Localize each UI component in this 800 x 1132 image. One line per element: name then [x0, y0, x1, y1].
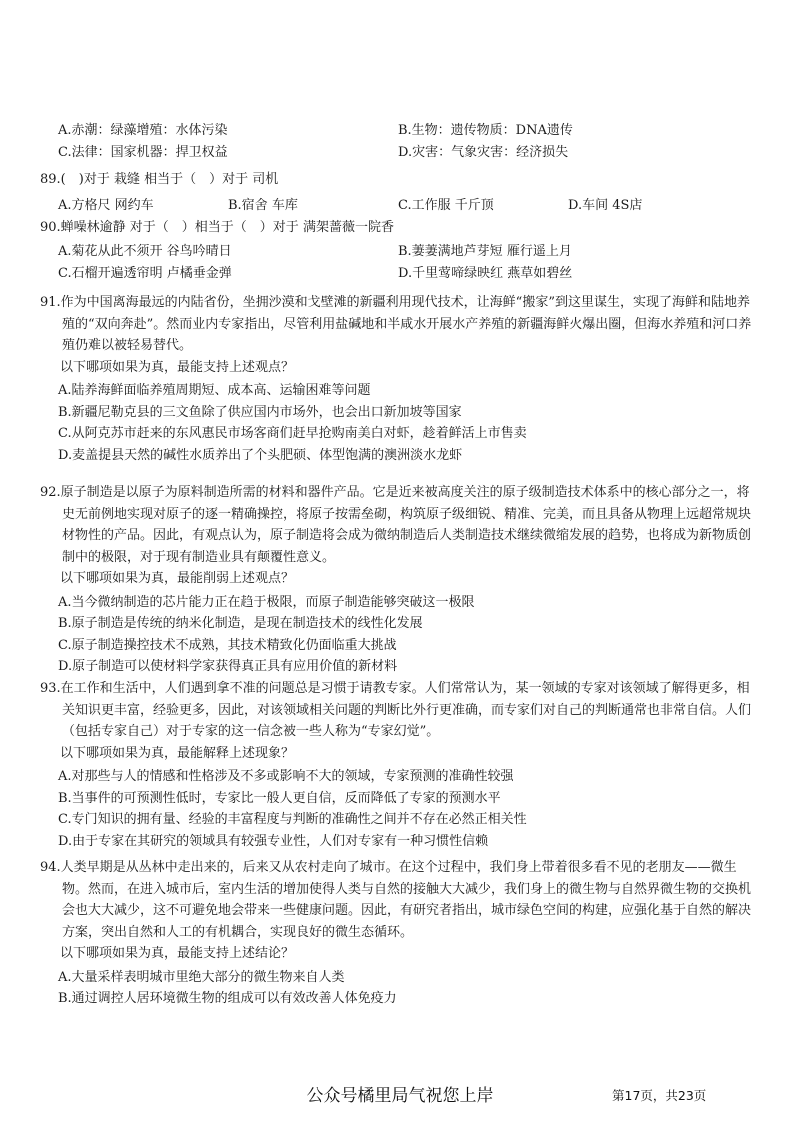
q88-options: [58, 121, 758, 165]
q89-option-c: C.工作服 千斤顶: [398, 198, 494, 213]
q89-option-b: B.宿舍 车库: [228, 198, 298, 213]
q93-option-d: D.由于专家在其研究的领域具有较强专业性，人们对专家有一种习惯性信赖: [58, 833, 489, 849]
q90-stem: 90.蝉噪林逾静 对于（ ）相当于（ ）对于 满架蔷薇一院香: [40, 220, 394, 235]
q92-options: [58, 592, 760, 678]
page-number: 第17页，共23页: [612, 1088, 707, 1103]
question-91: [40, 292, 760, 466]
q92-ask: 以下哪项如果为真，最能削弱上述观点？: [60, 571, 295, 586]
question-89: [40, 170, 760, 218]
footer-watermark-text: 公众号橘里局气祝您上岸: [306, 1086, 494, 1106]
question-90: [40, 218, 760, 286]
q94-option-a: A.大量采样表明城市里绝大部分的微生物来自人类: [58, 969, 345, 985]
q91-option-d: D.麦盖提县天然的碱性水质养出了个头肥硕、体型饱满的澳洲淡水龙虾: [58, 447, 463, 463]
question-93: [40, 678, 760, 852]
q89-options: [58, 196, 760, 218]
q93-option-c: C.专门知识的拥有量、经验的丰富程度与判断的准确性之间并不存在必然正相关性: [58, 812, 527, 827]
q90-option-b: B.萋萋满地芦芽短 雁行遥上月: [398, 244, 572, 259]
q94-stem: 94.人类早期是从丛林中走出来的，后来又从农村走向了城市。在这个过程中，我们身上带着很多看不见的老朋友——微生物。然而，在进入城市后，室内生活的增加使得人类与自然的接触大大减少，我们身上的微生物与自然界微生物的交换机会也大大减少，这不可避免地会带来一些健康问题。因此，有研究者指出，城市绿色空间的构建，应强化基于自然的解决方案，突出自然和人工的有机耦合，实现良好的微生态循环。: [40, 860, 752, 940]
q92-stem: 92.原子制造是以原子为原料制造所需的材料和器件产品。它是近来被高度关注的原子级制造技术体系中的核心部分之一，将史无前例地实现对原子的逐一精确操控，将原子按需垒砌，构筑原子级细锐、精准、完美，而且具备从物理上远超常规块材物性的产品。因此，有观点认为，原子制造将会成为微纳制造后人类制造技术继续微缩发展的趋势，也将成为新物质创制中的极限，对于现有制造业具有颠覆性意义。: [40, 485, 752, 565]
q94-option-b: B.通过调控人居环境微生物的组成可以有效改善人体免疫力: [58, 991, 397, 1006]
q88-option-row-1: [58, 121, 758, 143]
q88-option-row-2: [58, 143, 758, 165]
q90-options: [58, 242, 760, 286]
question-92: [40, 482, 760, 678]
q88-option-c: C.法律：国家机器：捍卫权益: [58, 145, 228, 160]
q90-option-row-2: [58, 264, 760, 286]
q93-stem: 93.在工作和生活中，人们遇到拿不准的问题总是习惯于请教专家。人们常常认为，某一领域的专家对该领域了解得更多，相关知识更丰富，经验更多，因此，对该领域相关问题的判断比外行更准确，而专家们对自己的判断通常也非常自信。人们（包括专家自己）对于专家的这一信念被一些人称为“专家幻觉”。: [40, 681, 752, 739]
q94-ask: 以下哪项如果为真，最能支持上述结论？: [60, 946, 295, 961]
q92-option-a: A.当今微纳制造的芯片能力正在趋于极限，而原子制造能够突破这一极限: [58, 594, 475, 610]
q93-options: [58, 766, 760, 852]
q93-option-a: A.对那些与人的情感和性格涉及不多或影响不大的领域，专家预测的准确性较强: [58, 769, 514, 784]
q88-option-b: B.生物：遗传物质：DNA遗传: [398, 123, 573, 138]
q90-option-d: D.千里莺啼绿映红 燕草如碧丝: [398, 266, 573, 281]
q90-option-c: C.石榴开遍透帘明 卢橘垂金弹: [58, 266, 232, 281]
q93-ask: 以下哪项如果为真，最能解释上述现象？: [60, 745, 295, 761]
q89-option-a: A.方格尺 网约车: [58, 198, 154, 213]
q89-stem: 89.( )对于 栽缝 相当于（ ）对于 司机: [40, 172, 279, 187]
q91-ask: 以下哪项如果为真，最能支持上述观点？: [60, 359, 295, 375]
q93-option-b: B.当事件的可预测性低时，专家比一般人更自信，反而降低了专家的预测水平: [58, 790, 501, 806]
q89-option-d: D.车间 4S店: [568, 198, 643, 213]
q91-stem: 91.作为中国离海最远的内陆省份，坐拥沙漠和戈壁滩的新疆利用现代技术，让海鲜“搬家”到这里谋生，实现了海鲜和陆地养殖的“双向奔赴”。然而业内专家指出，尽管利用盐碱地和半咸水开展水产养殖的新疆海鲜火爆出圈，但海水养殖和河口养殖仍难以被轻易替代。: [40, 295, 752, 353]
q92-option-c: C.原子制造操控技术不成熟，其技术精致化仍面临重大挑战: [58, 637, 397, 653]
q94-options: [58, 967, 760, 1010]
q90-option-row-1: [58, 242, 760, 264]
q88-option-a: A.赤潮：绿藻增殖：水体污染: [58, 123, 228, 138]
q92-option-b: B.原子制造是传统的纳米化制造，是现在制造技术的线性化发展: [58, 616, 423, 631]
q90-option-a: A.菊花从此不须开 谷鸟吟晴日: [58, 244, 232, 259]
q91-option-b: B.新疆尼勒克县的三文鱼除了供应国内市场外，也会出口新加坡等国家: [58, 404, 462, 420]
q91-options: [58, 380, 760, 466]
q91-option-c: C.从阿克苏市赶来的东风惠民市场客商们赶早抢购南美白对虾，趁着鲜活上市售卖: [58, 426, 527, 441]
q88-option-d: D.灾害：气象灾害：经济损失: [398, 145, 569, 160]
q91-option-a: A.陆养海鲜面临养殖周期短、成本高、运输困难等问题: [58, 383, 371, 398]
q92-option-d: D.原子制造可以使材料学家获得真正具有应用价值的新材料: [58, 659, 398, 674]
question-94: [40, 857, 760, 1010]
